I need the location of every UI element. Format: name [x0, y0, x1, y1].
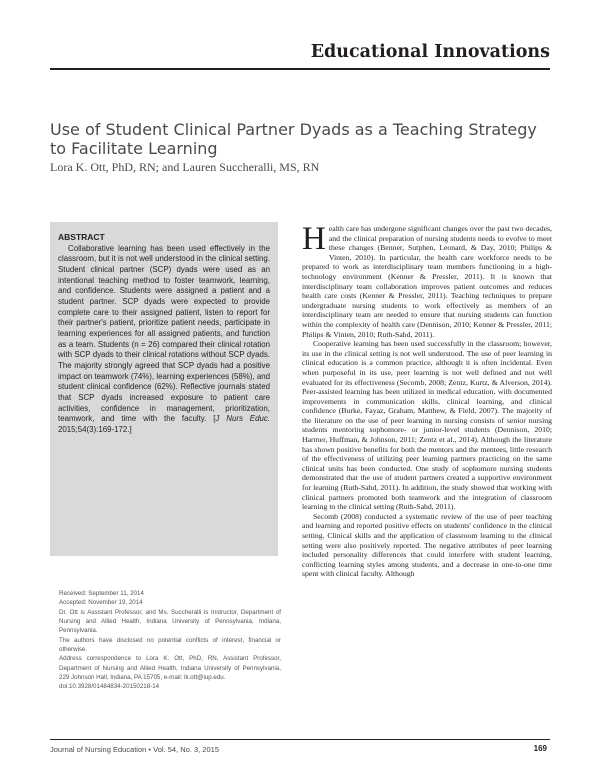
abstract-body: Collaborative learning has been used effectively in the classroom, but it is not well understood in the clinical setting. Student clinical partner (SCP) dyads were used as an intentional teaching method to foster teamwork, learning, and confidence. Students were assigned a patient and a student partner. SCP dyads were expected to provide complete care to their assigned patient, listen to report for their partner's patient, prioritize patient needs, participate in learning experiences for all assigned patients, and function as a team. Students (n = 26) compared their clinical rotation with SCP dyads to their clinical rotations without SCP dyads. The majority strongly agreed that SCP dyads had a positive impact on teamwork (74%), learning experiences (58%), and student clinical confidence (62%). Reflective journals stated that SCP dyads increased exposure to patient care activities, confidence in management, prioritization, teamwork, and time with the faculty. [58, 243, 270, 424]
front-matter [59, 589, 281, 692]
citation-detail: 2015;54(3):169-172.] [58, 424, 132, 434]
body-paragraph-1 [302, 221, 552, 339]
received-date: Received: September 11, 2014 [59, 590, 144, 597]
citation-journal: J Nurs Educ. [215, 414, 270, 424]
correspondence-note: Address correspondence to Lora K. Ott, PhD, RN, Assistant Professor, Department of Nursing and Allied Health, Indiana University of Pennsylvania, 229 Johnson Hall, Indiana, PA 15705; e-mail: lk.ott@iup.edu. [59, 655, 281, 682]
body-paragraph-2: Cooperative learning has been used successfully in the classroom; however, its use in the clinical setting is not well understood. The use of peer learning in clinical education is a common practice, although it is often incidental. Even when purposeful in its use, peer learning is not well defined and not well evaluated for its effectiveness (Secomb, 2008; Zentz, Kurtz, & Alverson, 2014). Peer-assisted learning has been utilized in medical education, with documented improvements in communication skills, clinical learning, and clinical confidence (Burke, Fayaz, Graham, Matthew, & Field, 2007). The majority of the literature on the use of peer learning in nursing consists of senior nursing students mentoring sophomore- or junior-level students (Dennison, 2010; Harmer, Huffman, & Johnson, 2011; Zentz et al., 2014). Although the literature has shown positive benefits for both the mentors and the mentees, little research of the effectiveness of utilizing peer learning partners practicing on the same clinical units has been conducted. One study of sophomore nursing students demonstrated that the use of student partners created a supportive environment for learning (Ruth-Sahd, 2011). In addition, the study showed that working with clinical partners promoted both teamwork and the integration of classroom learning to the clinical setting (Ruth-Sahd, 2011). [302, 339, 552, 512]
doi-link[interactable]: doi:10.3928/01484834-20150218-14 [59, 683, 160, 691]
section-label: Educational Innovations [310, 42, 550, 62]
body-paragraph-1-text: ealth care has undergone significant changes over the past two decades, and the clinical preparation of nursing students needs to evolve to meet these changes (Benner, Sutphen, Leonard, & Day, 2010; Philips & Vinten, 2010). In particular, the health care workforce needs to be prepared to work as interdisciplinary team members functioning in a high-technology environment (Kenner & Pressler, 2011). It is known that interdisciplinary team collaboration improves patient outcomes and reduces health care costs (Kenner & Pressler, 2011). Teaching techniques to prepare undergraduate nursing students to work effectively as members of an interdisciplinary team are needed to ensure that nursing students can function within the complexity of health care (Dennison, 2010; Kenner & Pressler, 2011; Philips & Vinten, 2010; Ruth-Sahd, 2011). [302, 224, 552, 339]
body-paragraph-3: Secomb (2008) conducted a systematic review of the use of peer teaching and learning and reported positive effects on students' confidence in the clinical setting. Clinical skills and the application of classroom learning to the clinical setting were also positively reported. The negative attributes of peer learning included personality differences that could interfere with student learning, conflicting learning styles among students, and a decrease in one-to-one time spent with clinical faculty. Although [302, 511, 552, 579]
disclosure-note: The authors have disclosed no potential conflicts of interest, financial or otherwise. [59, 636, 281, 654]
abstract-heading: ABSTRACT [58, 232, 105, 242]
author-affiliation: Dr. Ott is Assistant Professor, and Ms. Succheralli is Instructor, Department of Nursing and Allied Health, Indiana University of Pennsylvania, Indiana, Pennsylvania. [59, 608, 281, 635]
footer-bullet: • [146, 745, 154, 754]
footer-journal-info [50, 745, 219, 754]
abstract-text [58, 244, 270, 436]
page-number: 169 [533, 744, 547, 753]
abstract-box [50, 222, 278, 556]
footer-journal: Journal of Nursing Education [50, 745, 147, 754]
body-text [302, 221, 552, 579]
article-title: Use of Student Clinical Partner Dyads as a Teaching Strategy to Facilitate Learning [50, 120, 537, 158]
header-rule [50, 68, 550, 70]
article-authors: Lora K. Ott, PhD, RN; and Lauren Succheralli, MS, RN [50, 160, 320, 174]
accepted-date: Accepted: November 19, 2014 [59, 599, 143, 607]
footer-rule [50, 739, 550, 740]
drop-cap: H [302, 221, 326, 257]
footer-issue: Vol. 54, No. 3, 2015 [153, 745, 219, 754]
citation-open: [ [213, 414, 216, 424]
